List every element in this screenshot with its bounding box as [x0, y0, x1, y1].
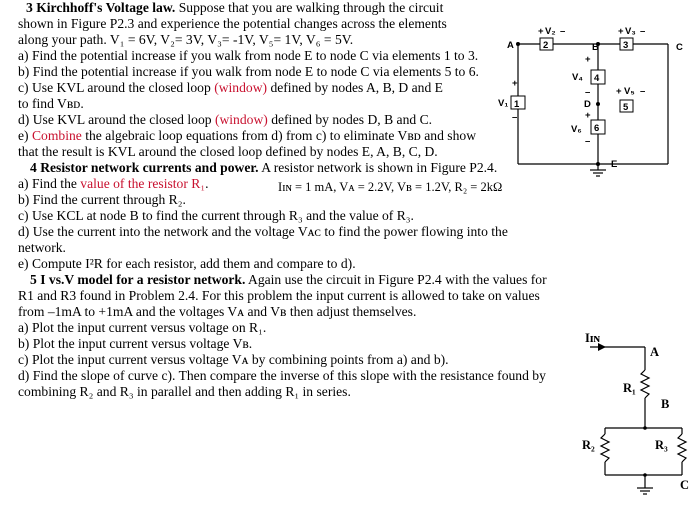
p3-intro-3: along your path. V₁ = 6V, V₂= 3V, V₃= -1V, V₅= 1V, V₆ = 5V.: [18, 32, 354, 47]
v2-minus: –: [560, 26, 566, 37]
element-5-number: 5: [623, 102, 629, 113]
v6-minus: –: [585, 136, 591, 147]
v4-label: V₄: [572, 72, 583, 83]
v1-label: V₁: [498, 98, 509, 109]
p3-e-prefix: e): [18, 128, 32, 143]
p5-number: 5: [30, 272, 37, 287]
p5-item-d-cont: combining R₂ and R₃ in parallel and then adding R₁ in series.: [18, 384, 351, 399]
r2-label: R₂: [582, 438, 595, 452]
v5-label: V₅: [624, 86, 635, 97]
element-2-number: 2: [543, 40, 549, 51]
p4-intro: A resistor network is shown in Figure P2.4.: [258, 160, 498, 175]
v6-label: V₆: [571, 124, 582, 135]
p3-c-text: c) Use KVL around the closed loop: [18, 80, 215, 95]
p3-title: Kirchhoff's Voltage law.: [36, 0, 176, 15]
p3-item-b: b) Find the potential increase if you walk from node E to node C via elements 5 to 6.: [18, 64, 479, 79]
p3-c-text-end: defined by nodes A, B, D and E: [267, 80, 443, 95]
v3-label: V₃: [625, 26, 636, 37]
p4-item-e: e) Compute I²R for each resistor, add them and compare to d).: [18, 256, 356, 271]
r1-label: R₁: [623, 381, 636, 395]
p3-item-e-cont: that the result is KVL around the closed loop defined by nodes E, A, B, C, D.: [18, 144, 438, 159]
p4-item-b: b) Find the current through R₂.: [18, 192, 186, 207]
node-c-label: C: [676, 42, 683, 53]
p3-d-window-link: (window): [214, 112, 268, 127]
p3-item-a: a) Find the potential increase if you walk from node E to node C via elements 1 to 3.: [18, 48, 479, 63]
node-c-p24-label: C: [680, 478, 690, 492]
resistor-r2: [601, 434, 609, 462]
p3-c-window-link: (window): [214, 80, 268, 95]
p4-item-d-cont: network.: [18, 240, 66, 255]
p5-intro-1: Again use the circuit in Figure P2.4 with the values for: [245, 272, 547, 287]
p3-intro-1: Suppose that you are walking through the circuit: [175, 0, 444, 15]
v6-plus: +: [585, 110, 591, 121]
iin-label: Iɪɴ: [585, 331, 601, 345]
v1-minus: –: [512, 112, 518, 123]
p4-title: Resistor network currents and power.: [40, 160, 259, 175]
p5-item-d: d) Find the slope of curve c). Then compare the inverse of this slope with the resistance found by: [18, 368, 546, 383]
p4-number: 4: [30, 160, 37, 175]
node-b-label: B: [592, 42, 599, 53]
p4-a-resistor-link: value of the resistor R₁: [80, 176, 206, 191]
v2-plus: +: [538, 26, 544, 37]
p3-e-text: the algebraic loop equations from d) from c) to eliminate Vʙᴅ and show: [81, 128, 477, 143]
p3-item-c-cont: to find Vʙᴅ.: [18, 96, 84, 111]
p3-intro-2: shown in Figure P2.3 and experience the potential changes across the elements: [18, 16, 447, 31]
node-e-label: E: [611, 159, 618, 170]
p4-a-end: .: [205, 176, 209, 191]
v5-minus: –: [640, 86, 646, 97]
p5-item-b: b) Plot the input current versus voltage Vʙ.: [18, 336, 253, 351]
resistor-r3: [678, 434, 686, 462]
p3-e-combine-link: Combine: [31, 128, 82, 143]
node-a-p24-label: A: [650, 345, 660, 359]
p3-d-text-end: defined by nodes D, B and C.: [267, 112, 433, 127]
p5-item-c: c) Plot the input current versus voltage Vᴀ by combining points from a) and b).: [18, 352, 449, 367]
node-d-label: D: [584, 99, 591, 110]
v4-minus: –: [585, 87, 591, 98]
v3-minus: –: [640, 26, 646, 37]
p4-item-c: c) Use KCL at node B to find the current through R₃ and the value of R₃.: [18, 208, 414, 223]
element-4-number: 4: [594, 73, 600, 84]
v2-label: V₂: [545, 26, 556, 37]
v3-plus: +: [618, 26, 624, 37]
p5-intro-3: from –1mA to +1mA and the voltages Vᴀ and Vʙ then adjust themselves.: [18, 304, 417, 319]
element-1-number: 1: [514, 99, 520, 110]
r3-label: R₃: [655, 438, 668, 452]
p3-d-text: d) Use KVL around the closed loop: [18, 112, 215, 127]
p4-given-values: Iɪɴ = 1 mA, Vᴀ = 2.2V, Vʙ = 1.2V, R₂ = 2kΩ: [278, 180, 503, 194]
p5-intro-2: R1 and R3 found in Problem 2.4. For this problem the input current is allowed to take on values: [18, 288, 540, 303]
element-3-number: 3: [623, 40, 629, 51]
v1-plus: +: [512, 78, 518, 89]
v4-plus: +: [585, 54, 591, 65]
element-6-number: 6: [594, 123, 600, 134]
p4-a-text: a) Find the: [18, 176, 81, 191]
node-a-label: A: [507, 40, 514, 51]
resistor-r1: [641, 370, 649, 398]
node-b-p24-label: B: [661, 397, 670, 411]
p5-title: I vs.V model for a resistor network.: [40, 272, 246, 287]
v5-plus: +: [616, 86, 622, 97]
p4-item-d: d) Use the current into the network and the voltage Vᴀᴄ to find the power flowing into the: [18, 224, 508, 239]
p5-item-a: a) Plot the input current versus voltage on R₁.: [18, 320, 267, 335]
p3-number: 3: [26, 0, 33, 15]
